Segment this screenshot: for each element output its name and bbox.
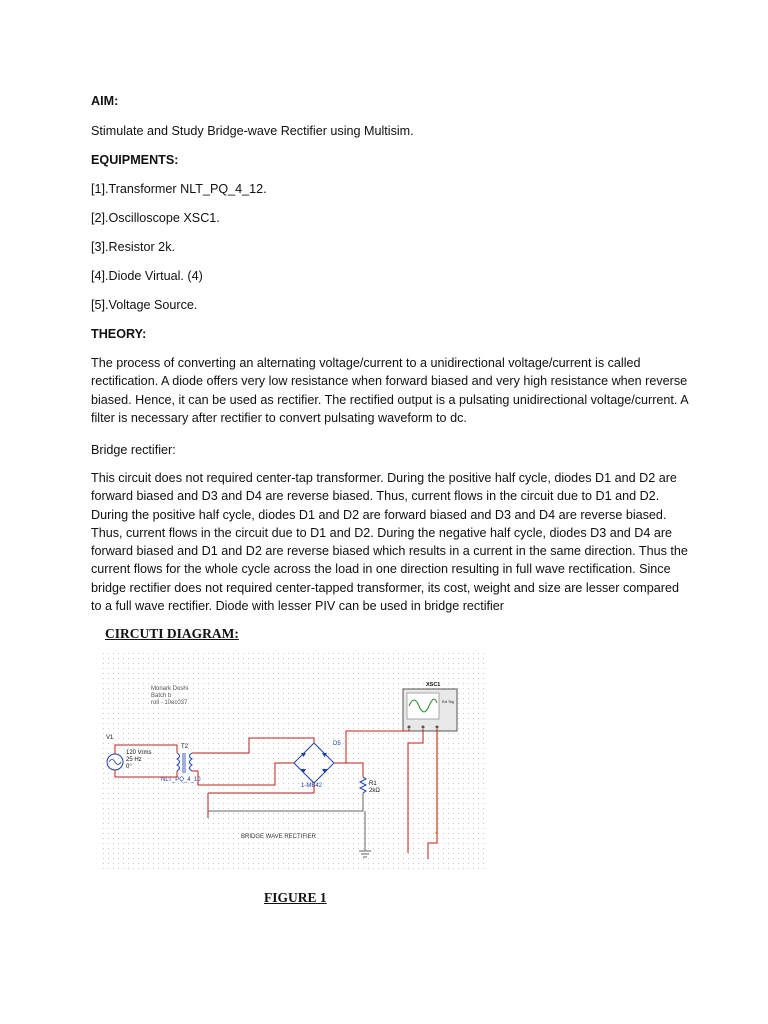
source-label: V1 [106, 735, 114, 741]
aim-heading: AIM: [91, 94, 119, 108]
theory-paragraph: The process of converting an alternating voltage/current to a unidirectional voltage/current is called rectification. A diode offers very low resistance when forward biased and very high resistance when reverse biased. Hence, it can be used as rectifier. The rectified output is a pulsating unidirectional voltage/current. A filter is necessary after rectifier to convert pulsating waveform to dc. [91, 356, 688, 425]
bridge-label: D5 [333, 741, 341, 747]
bridge-model: 1-MB42 [301, 783, 323, 789]
equipment-item: [1].Transformer NLT_PQ_4_12. [91, 182, 267, 196]
aim-text: Stimulate and Study Bridge-wave Rectifier using Multisim. [91, 124, 414, 138]
equipment-item: [2].Oscilloscope XSC1. [91, 211, 220, 225]
equipments-heading: EQUIPMENTS: [91, 153, 179, 167]
source-freq: 25 Hz [126, 757, 142, 763]
circuit-heading: CIRCUTI DIAGRAM: [105, 626, 239, 641]
bridge-heading: Bridge rectifier: [91, 443, 176, 457]
theory-heading: THEORY: [91, 327, 147, 341]
transformer-label: T2 [181, 744, 189, 750]
equipment-item: [4].Diode Virtual. (4) [91, 269, 203, 283]
resistor-label: R1 [369, 781, 377, 787]
scope-ext-trig: Ext Trig [442, 700, 454, 704]
equipment-item: [3].Resistor 2k. [91, 240, 175, 254]
circuit-title: BRIDGE WAVE RECTIFIER [241, 834, 317, 840]
author-batch: Batch b [151, 693, 172, 699]
bridge-paragraph: This circuit does not required center-tap transformer. During the positive half cycle, diodes D1 and D2 are forward biased and D3 and D4 are reverse biased. Thus, current flows in the circuit due to D1 and D2. During the positive half cycle, diodes D1 and D2 are forward biased and D3 and D4 are reverse biased. Thus, current flows in the circuit due to D1 and D2. During the negative half cycle, diodes D3 and D4 are forward biased and D1 and D2 are reverse biased which results in a current in the same direction. Thus the current flows for the whole cycle across the load in one direction resulting in full wave rectification. Since bridge rectifier does not required center-tapped transformer, its cost, weight and size are lesser compared to a full wave rectifier. Diode with lesser PIV can be used in bridge rectifier [91, 471, 688, 614]
transformer-model: NLT_PQ_4_10 [161, 777, 201, 783]
scope-label: XSC1 [426, 682, 441, 688]
author-roll: roll - 10ec037 [151, 700, 188, 706]
circuit-diagram [103, 653, 486, 871]
resistor-value: 2kΩ [369, 788, 380, 794]
equipment-item: [5].Voltage Source. [91, 298, 198, 312]
source-phase: 0° [126, 764, 132, 770]
source-voltage: 120 Vrms [126, 750, 152, 756]
figure-caption: FIGURE 1 [264, 890, 327, 905]
author-name: Monark Doshi [151, 686, 189, 692]
